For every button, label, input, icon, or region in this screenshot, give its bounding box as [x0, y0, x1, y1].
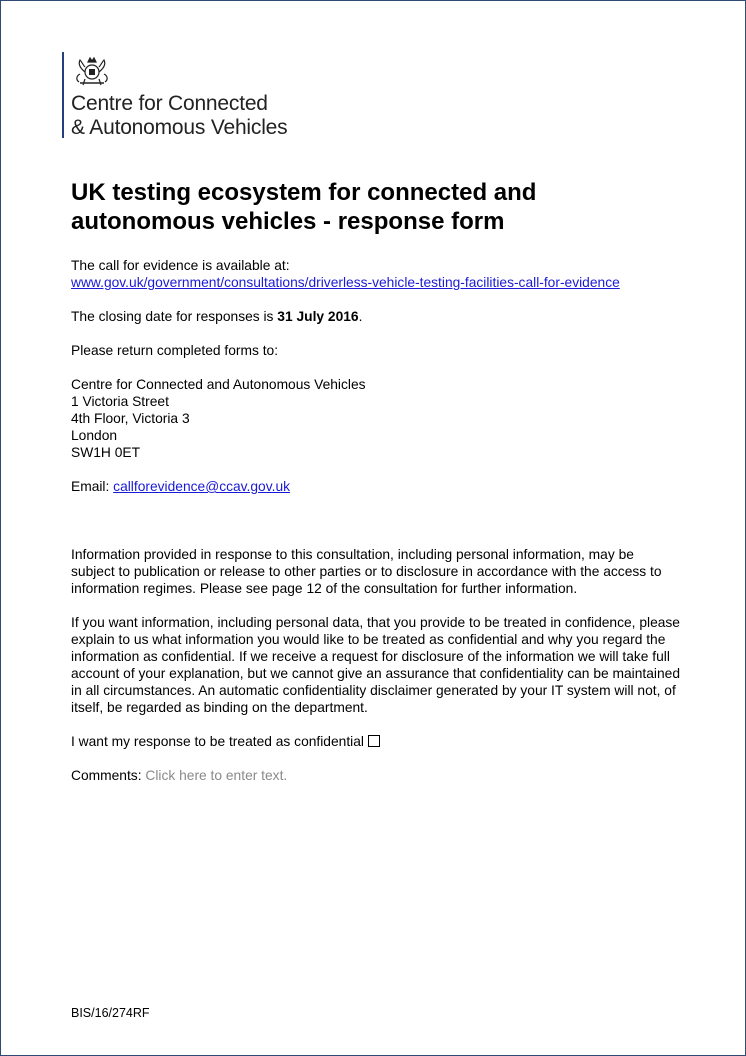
closing-date-value: 31 July 2016: [277, 309, 359, 324]
document-reference: BIS/16/274RF: [71, 1006, 150, 1020]
confidential-option: [71, 733, 681, 750]
title-line1: UK testing ecosystem for connected and: [71, 179, 537, 206]
org-name-line1: Centre for Connected: [71, 92, 268, 115]
closing-date-prefix: The closing date for responses is: [71, 309, 278, 324]
title-line2: autonomous vehicles - response form: [71, 208, 505, 235]
closing-date-text: [71, 308, 681, 325]
address-line: 1 Victoria Street: [71, 394, 169, 409]
confidential-checkbox[interactable]: [368, 735, 380, 747]
address-line: SW1H 0ET: [71, 445, 140, 460]
call-for-evidence-intro: The call for evidence is available at:: [71, 258, 290, 273]
org-name-line2: & Autonomous Vehicles: [71, 116, 288, 139]
address-line: Centre for Connected and Autonomous Vehicles: [71, 377, 366, 392]
information-notice: Information provided in response to this consultation, including personal information, may be subject to publication or release to other parties or to disclosure in accordance with the access to information regimes. Please see page 12 of the consultation for further information.: [71, 547, 662, 596]
confidentiality-notice: If you want information, including personal data, that you provide to be treated in confidence, please explain to us what information you would like to be treated as confidential and why you regard the information as confidential. If we receive a request for disclosure of the information we will take full account of your explanation, but we cannot give an assurance that confidentiality can be maintained in all circumstances. An automatic confidentiality disclaimer generated by your IT system will not, of itself, be regarded as binding on the department.: [71, 615, 680, 715]
email-link[interactable]: callforevidence@ccav.gov.uk: [113, 479, 291, 494]
email-label: Email:: [71, 479, 114, 494]
confidential-checkbox-label: I want my response to be treated as confidential: [71, 734, 364, 749]
page-title: [71, 178, 691, 236]
royal-crest-icon: [70, 52, 114, 88]
address-line: London: [71, 428, 118, 443]
form-body: [71, 257, 681, 784]
logo-divider-bar: [62, 52, 64, 138]
organisation-name: [71, 92, 287, 140]
return-instructions: Please return completed forms to:: [71, 343, 279, 358]
address-line: 4th Floor, Victoria 3: [71, 411, 190, 426]
comments-label: Comments:: [71, 768, 146, 783]
closing-date-suffix: .: [358, 309, 363, 324]
comments-line: [71, 767, 681, 784]
email-line: [71, 478, 681, 495]
comments-text-field[interactable]: Click here to enter text.: [145, 768, 288, 783]
call-for-evidence-link[interactable]: www.gov.uk/government/consultations/driverless-vehicle-testing-facilities-call-for-evidence: [71, 275, 620, 290]
postal-address: [71, 376, 681, 461]
